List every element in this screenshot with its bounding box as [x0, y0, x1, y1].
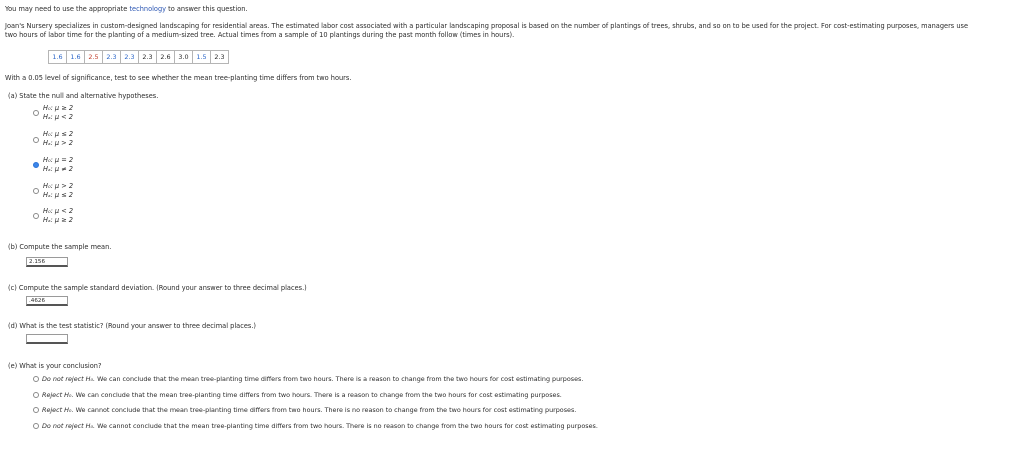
conclusion-option-3	[42, 406, 576, 414]
hypothesis-radio-1[interactable]	[33, 110, 39, 116]
conclusion-option-1	[42, 375, 583, 383]
conclusion-text: We cannot conclude that the mean tree-planting time differs from two hours. There is no reason to change from the two hours for cost estimating purposes.	[97, 422, 598, 430]
problem-line-2: two hours of labor time for the planting of a medium-sized tree. Actual times from a sample of 10 plantings during the past month follow (times in hours).	[5, 31, 515, 39]
part-a-label: (a) State the null and alternative hypotheses.	[8, 92, 159, 100]
null-hypothesis: H₀: μ ≥ 2	[43, 104, 74, 112]
significance-text: With a 0.05 level of significance, test to see whether the mean tree-planting time differs from two hours.	[5, 74, 352, 82]
conclusion-text: We can conclude that the mean tree-planting time differs from two hours. There is a reason to change from the two hours for cost estimating purposes.	[75, 391, 562, 399]
conclusion-lead: Reject H₀.	[42, 406, 74, 414]
part-e-label: (e) What is your conclusion?	[8, 362, 102, 370]
test-statistic-input[interactable]	[26, 334, 68, 344]
data-cell: 2.3	[211, 51, 229, 64]
alt-hypothesis: Hₐ: μ ≠ 2	[43, 164, 73, 173]
hypothesis-radio-2[interactable]	[33, 137, 39, 143]
alt-hypothesis: Hₐ: μ ≤ 2	[43, 190, 73, 199]
conclusion-radio-1[interactable]	[33, 376, 39, 382]
technology-link[interactable]: technology	[129, 5, 167, 13]
data-cell: 3.0	[175, 51, 193, 64]
alt-hypothesis: Hₐ: μ < 2	[43, 112, 73, 121]
data-cell: 2.3	[103, 51, 121, 64]
intro-text	[5, 5, 248, 13]
data-cell: 2.5	[85, 51, 103, 64]
part-c-label: (c) Compute the sample standard deviation. (Round your answer to three decimal places.)	[8, 284, 307, 292]
conclusion-lead: Reject H₀.	[42, 391, 74, 399]
hypothesis-option-4	[43, 182, 73, 199]
sample-std-dev-input[interactable]: .4626	[26, 296, 68, 306]
conclusion-lead: Do not reject H₀.	[42, 422, 96, 430]
intro-prefix: You may need to use the appropriate	[5, 5, 128, 13]
alt-hypothesis: Hₐ: μ > 2	[43, 138, 73, 147]
part-b-label: (b) Compute the sample mean.	[8, 243, 112, 251]
null-hypothesis: H₀: μ < 2	[43, 207, 74, 215]
data-cell: 1.6	[49, 51, 67, 64]
null-hypothesis: H₀: μ > 2	[43, 182, 74, 190]
hypothesis-option-3	[43, 156, 73, 173]
sample-mean-input[interactable]: 2.156	[26, 257, 68, 267]
hypothesis-radio-3[interactable]	[33, 162, 39, 168]
data-cell: 2.3	[121, 51, 139, 64]
data-cell: 1.5	[193, 51, 211, 64]
hypothesis-option-5	[43, 207, 73, 224]
hypothesis-radio-5[interactable]	[33, 213, 39, 219]
conclusion-text: We cannot conclude that the mean tree-planting time differs from two hours. There is no reason to change from the two hours for cost estimating purposes.	[75, 406, 577, 414]
hypothesis-option-1	[43, 104, 73, 121]
alt-hypothesis: Hₐ: μ ≥ 2	[43, 215, 73, 224]
conclusion-option-2	[42, 391, 562, 399]
part-d-label: (d) What is the test statistic? (Round your answer to three decimal places.)	[8, 322, 256, 330]
conclusion-option-4	[42, 422, 598, 430]
conclusion-text: We can conclude that the mean tree-planting time differs from two hours. There is a reason to change from the two hours for cost estimating purposes.	[97, 375, 584, 383]
intro-suffix: to answer this question.	[168, 5, 248, 13]
null-hypothesis: H₀: μ ≤ 2	[43, 130, 74, 138]
data-cell: 2.6	[157, 51, 175, 64]
null-hypothesis: H₀: μ = 2	[43, 156, 74, 164]
problem-line-1: Joan's Nursery specializes in custom-designed landscaping for residential areas. The estimated labor cost associated with a particular landscaping proposal is based on the number of plantings of trees, shrubs, and so on to be used for the project. For cost-estimating purposes, managers use	[5, 22, 969, 30]
data-cell: 2.3	[139, 51, 157, 64]
hypothesis-radio-4[interactable]	[33, 188, 39, 194]
data-cell: 1.6	[67, 51, 85, 64]
conclusion-radio-4[interactable]	[33, 423, 39, 429]
conclusion-radio-3[interactable]	[33, 407, 39, 413]
hypothesis-option-2	[43, 130, 73, 147]
conclusion-lead: Do not reject H₀.	[42, 375, 96, 383]
table-row	[49, 51, 229, 64]
conclusion-radio-2[interactable]	[33, 392, 39, 398]
data-table	[48, 50, 229, 64]
